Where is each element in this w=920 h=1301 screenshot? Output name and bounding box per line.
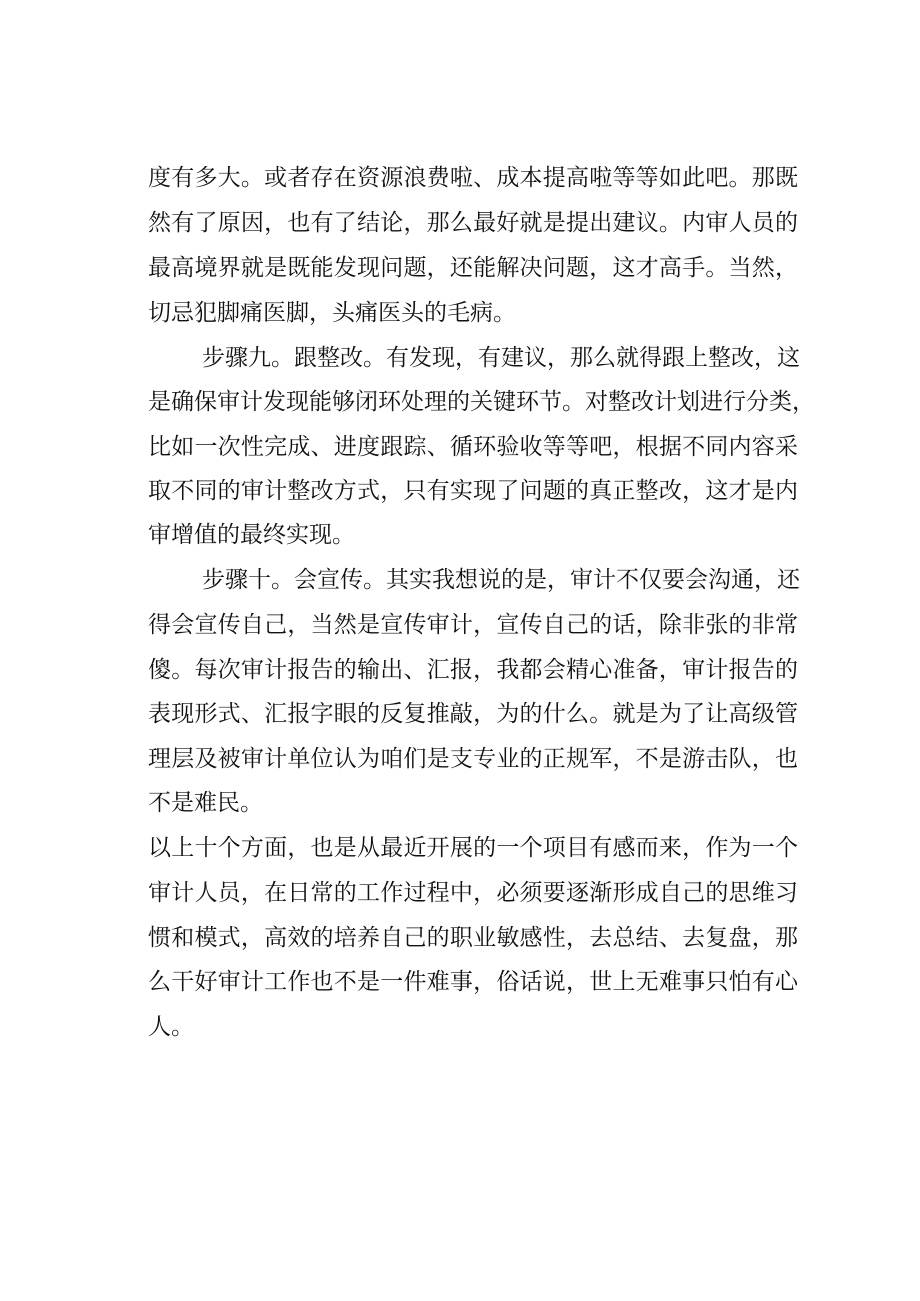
text-line: 傻。每次审计报告的输出、汇报，我都会精心准备，审计报告的 [148, 657, 798, 683]
text-line: 人。 [148, 1014, 194, 1040]
text-line: 以上十个方面，也是从最近开展的一个项目有感而来，作为一个 [148, 835, 798, 861]
text-line: 惯和模式，高效的培养自己的职业敏感性，去总结、去复盘，那 [148, 925, 798, 951]
text-line: 切忌犯脚痛医脚，头痛医头的毛病。 [148, 300, 516, 326]
text-line: 不是难民。 [148, 790, 263, 816]
text-line: 步骤九。跟整改。有发现，有建议，那么就得跟上整改，这 [202, 345, 800, 371]
text-line: 步骤十。会宣传。其实我想说的是，审计不仅要会沟通，还 [202, 567, 800, 593]
text-line: 审计人员，在日常的工作过程中，必须要逐渐形成自己的思维习 [148, 880, 798, 906]
text-line: 审增值的最终实现。 [148, 522, 355, 548]
text-line: 得会宣传自己，当然是宣传审计，宣传自己的话，除非张的非常 [148, 612, 798, 638]
text-line: 度有多大。或者存在资源浪费啦、成本提高啦等等如此吧。那既 [148, 165, 798, 191]
text-line: 比如一次性完成、进度跟踪、循环验收等等吧，根据不同内容采 [148, 434, 798, 460]
text-line: 理层及被审计单位认为咱们是支专业的正规军，不是游击队，也 [148, 746, 798, 772]
text-line: 是确保审计发现能够闭环处理的关键环节。对整改计划进行分类， [148, 389, 815, 415]
text-line: 取不同的审计整改方式，只有实现了问题的真正整改，这才是内 [148, 478, 798, 504]
text-line: 么干好审计工作也不是一件难事，俗话说，世上无难事只怕有心 [148, 969, 798, 995]
text-line: 表现形式、汇报字眼的反复推敲，为的什么。就是为了让高级管 [148, 701, 798, 727]
text-line: 最高境界就是既能发现问题，还能解决问题，这才高手。当然， [148, 255, 798, 281]
text-line: 然有了原因，也有了结论，那么最好就是提出建议。内审人员的 [148, 210, 798, 236]
